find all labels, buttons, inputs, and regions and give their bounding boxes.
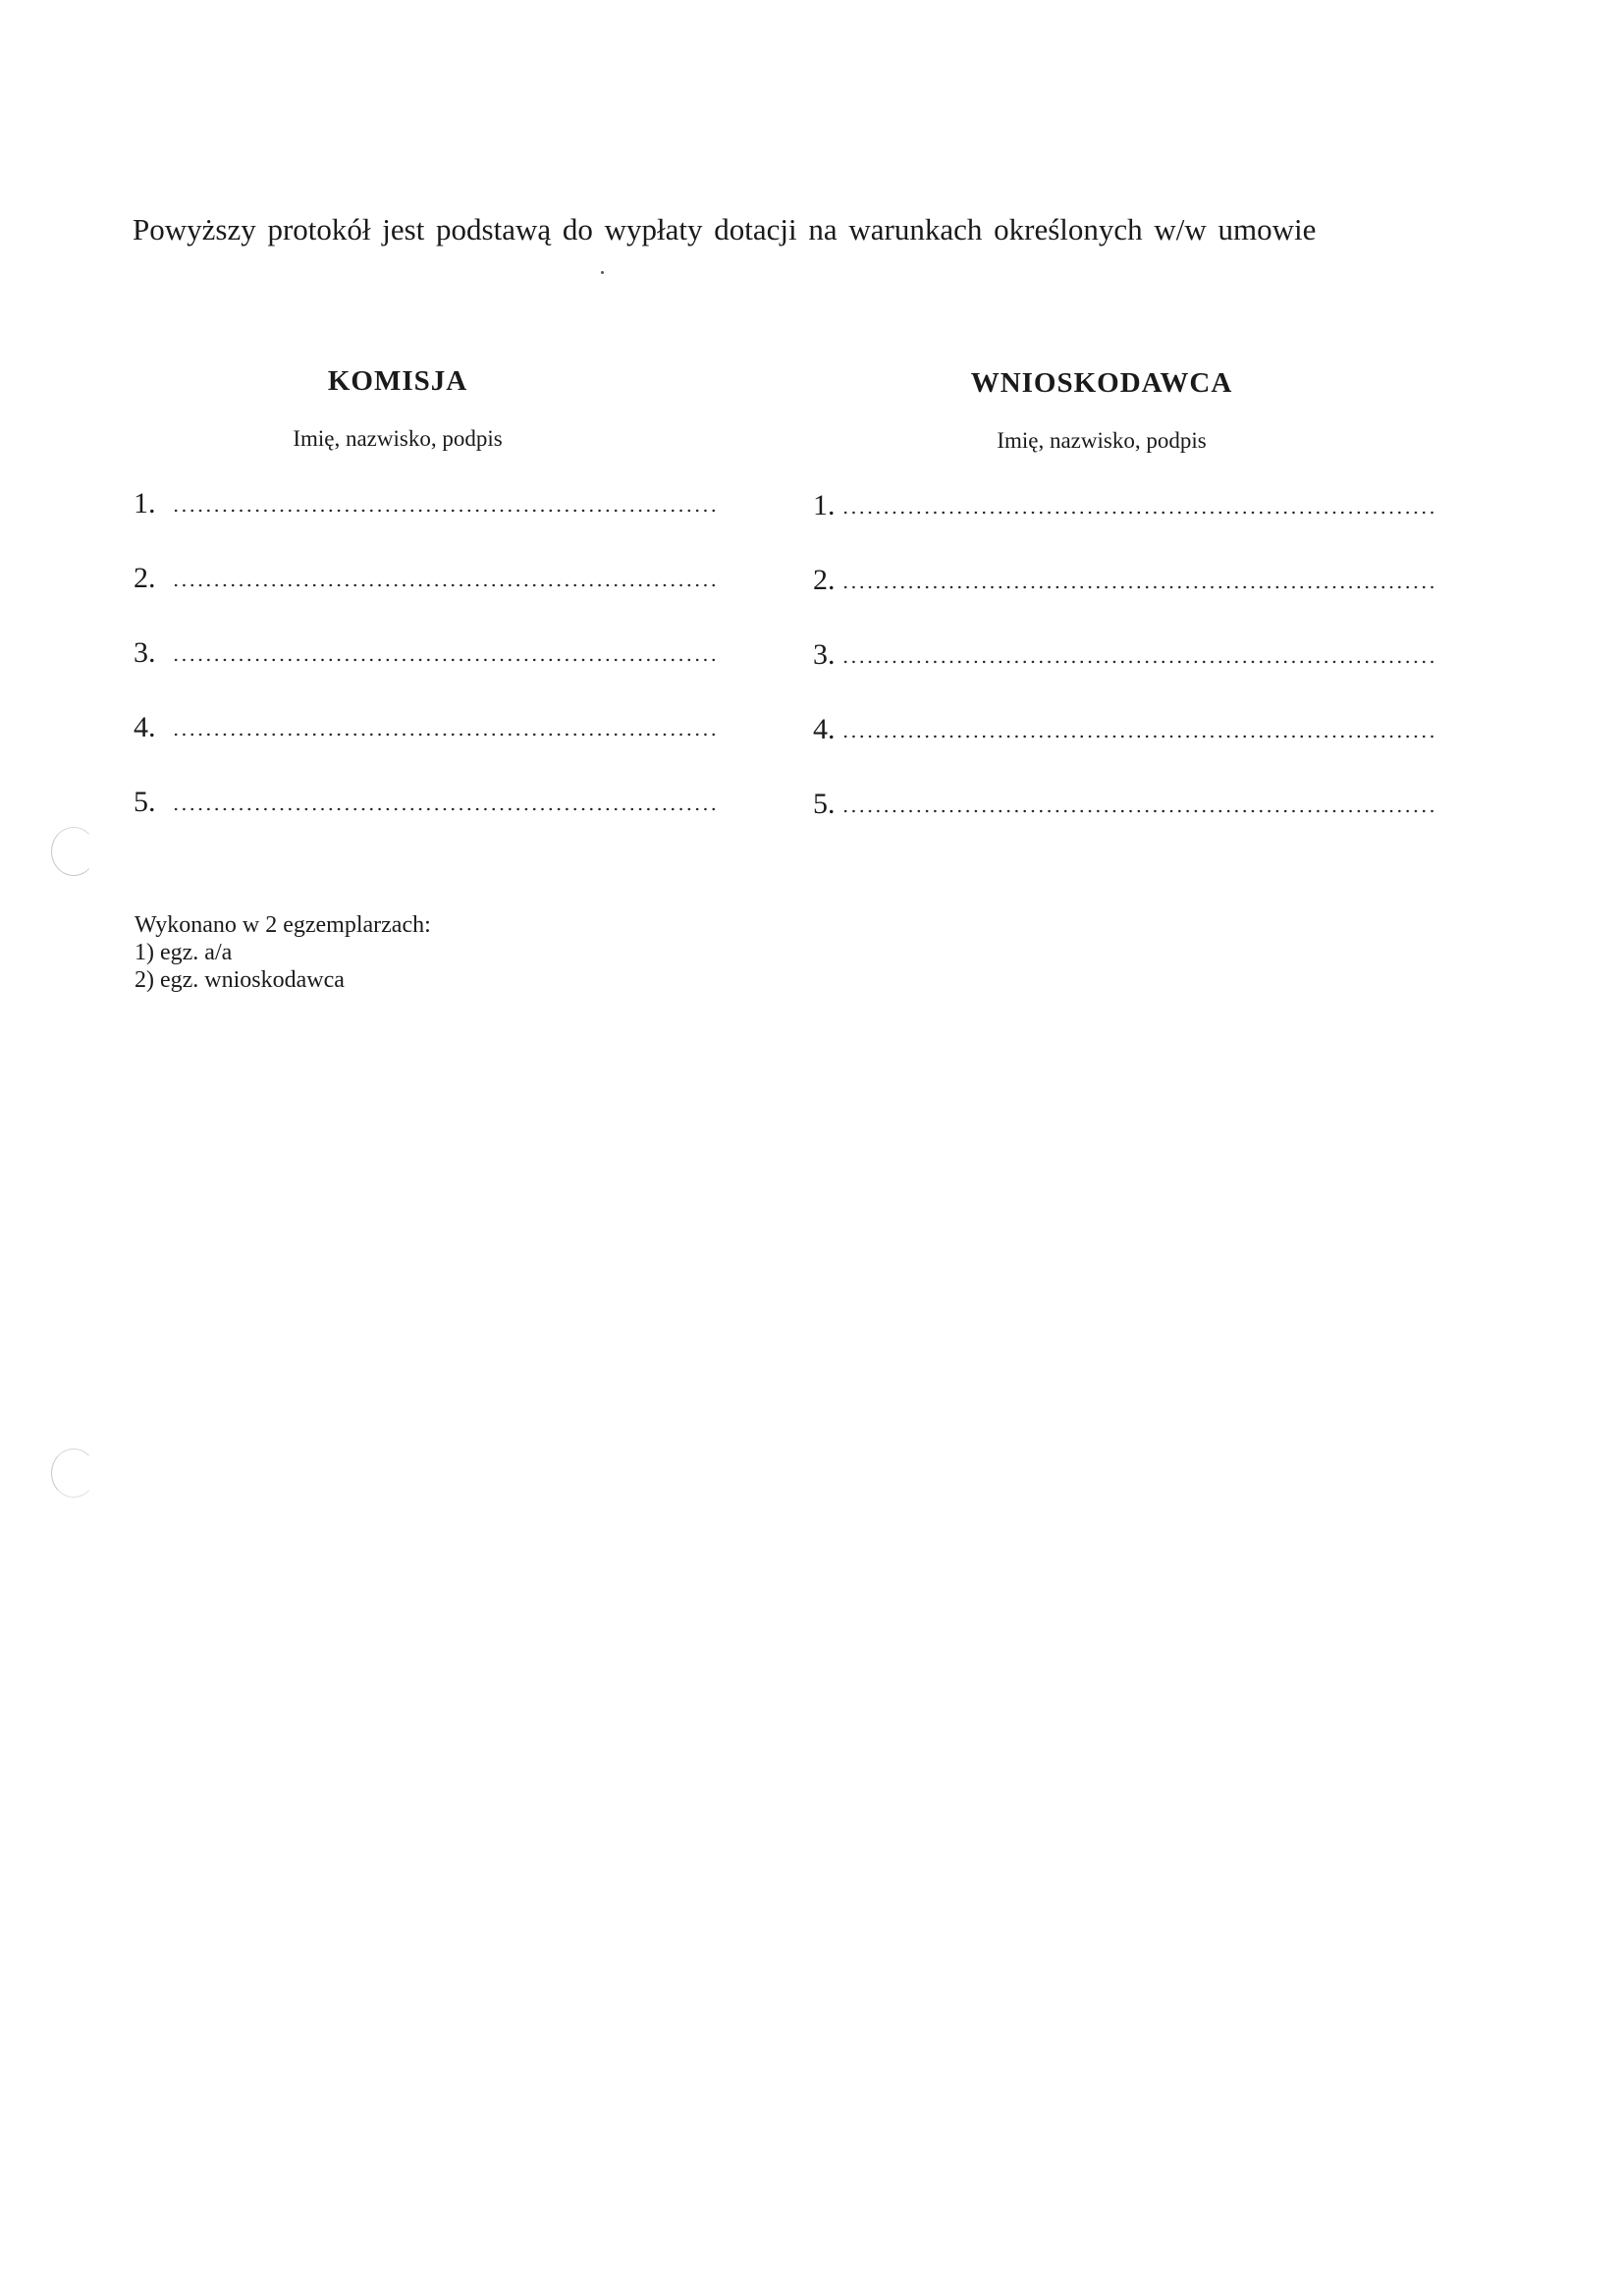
dotted-line — [172, 807, 717, 811]
intro-text: Powyższy protokół jest podstawą do wypłaty dotacji na warunkach określonych w/w umowie — [133, 212, 1317, 246]
komisja-column — [128, 361, 717, 860]
line-number: 2. — [134, 562, 156, 594]
signature-line — [128, 636, 717, 711]
line-number: 1. — [813, 489, 836, 521]
dotted-line — [841, 735, 1435, 738]
signature-line — [128, 487, 717, 562]
signature-line — [128, 562, 717, 636]
signature-line — [128, 786, 717, 860]
dotted-line — [841, 809, 1435, 813]
line-number: 5. — [813, 788, 836, 820]
signature-line — [807, 638, 1396, 713]
komisja-signature-lines — [128, 487, 717, 860]
scan-speck — [601, 271, 604, 274]
signature-line — [807, 564, 1396, 638]
dotted-line — [172, 733, 717, 737]
copies-note — [135, 911, 431, 994]
signature-line — [807, 489, 1396, 564]
copy-item: 1) egz. a/a — [135, 940, 233, 965]
line-number: 3. — [134, 636, 156, 669]
wnioskodawca-subtitle: Imię, nazwisko, podpis — [997, 428, 1207, 453]
line-number: 4. — [813, 713, 836, 745]
dotted-line — [841, 585, 1435, 589]
punch-hole-mark — [51, 827, 96, 876]
copy-item: 2) egz. wnioskodawca — [135, 967, 345, 993]
komisja-subtitle: Imię, nazwisko, podpis — [293, 426, 503, 451]
dotted-line — [172, 509, 717, 513]
copies-heading: Wykonano w 2 egzemplarzach: — [135, 912, 431, 938]
dotted-line — [841, 511, 1435, 515]
signature-line — [128, 711, 717, 786]
line-number: 3. — [813, 638, 836, 671]
punch-hole-mark — [51, 1449, 96, 1498]
wnioskodawca-signature-lines — [807, 489, 1396, 862]
line-number: 5. — [134, 786, 156, 818]
wnioskodawca-title: WNIOSKODAWCA — [970, 367, 1233, 399]
line-number: 4. — [134, 711, 156, 743]
dotted-line — [841, 660, 1435, 664]
signature-line — [807, 788, 1396, 862]
dotted-line — [172, 658, 717, 662]
line-number: 1. — [134, 487, 156, 519]
signature-line — [807, 713, 1396, 788]
dotted-line — [172, 583, 717, 587]
wnioskodawca-column — [807, 363, 1396, 862]
line-number: 2. — [813, 564, 836, 596]
komisja-title: KOMISJA — [327, 365, 468, 397]
